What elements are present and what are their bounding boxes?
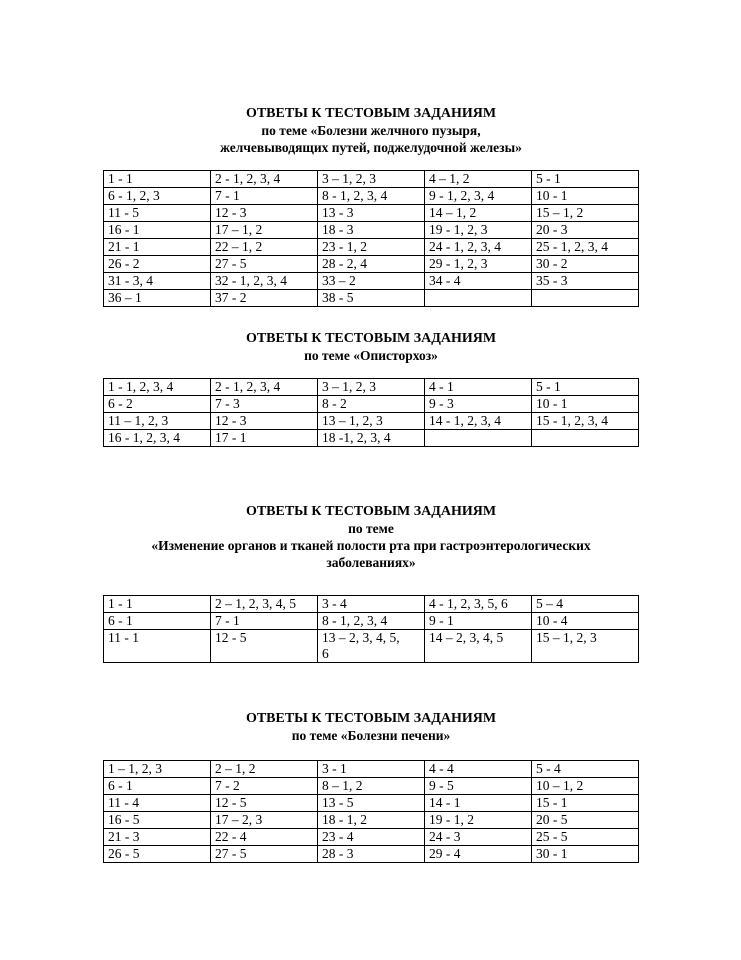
- answer-cell: 34 - 4: [425, 273, 532, 290]
- table-row: [104, 613, 639, 630]
- answer-cell: 25 - 1, 2, 3, 4: [532, 239, 639, 256]
- answer-cell: 5 - 4: [532, 761, 639, 778]
- answer-cell: 6 - 1: [104, 778, 211, 795]
- answer-cell: 6 - 1, 2, 3: [104, 188, 211, 205]
- section-heading: [103, 503, 639, 571]
- table-row: [104, 396, 639, 413]
- answer-cell: 38 - 5: [318, 290, 425, 307]
- section-gallbladder: [103, 105, 639, 307]
- answer-cell: 9 - 3: [425, 396, 532, 413]
- heading-topic-line: желчевыводящих путей, поджелудочной железы»: [220, 140, 522, 155]
- heading-topic-line: по теме «Болезни желчного пузыря,: [261, 123, 481, 138]
- answer-cell: 20 - 3: [532, 222, 639, 239]
- answer-cell: 11 - 5: [104, 205, 211, 222]
- answer-cell: 15 - 1: [532, 795, 639, 812]
- table-row: [104, 222, 639, 239]
- answer-cell: 22 – 1, 2: [211, 239, 318, 256]
- answers-table: [103, 760, 639, 863]
- table-row: [104, 795, 639, 812]
- answer-cell: [425, 430, 532, 447]
- answer-cell: 2 – 1, 2, 3, 4, 5: [211, 596, 318, 613]
- answer-cell: 29 - 1, 2, 3: [425, 256, 532, 273]
- answer-cell: 11 – 1, 2, 3: [104, 413, 211, 430]
- table-row: [104, 256, 639, 273]
- answer-cell: 10 - 4: [532, 613, 639, 630]
- answer-cell: 18 - 1, 2: [318, 812, 425, 829]
- answer-cell: 4 - 4: [425, 761, 532, 778]
- answer-cell: 2 – 1, 2: [211, 761, 318, 778]
- answer-cell: 17 - 1: [211, 430, 318, 447]
- answer-cell: 1 – 1, 2, 3: [104, 761, 211, 778]
- answer-cell: 33 – 2: [318, 273, 425, 290]
- answer-cell: 6 - 1: [104, 613, 211, 630]
- answer-cell: 28 - 3: [318, 846, 425, 863]
- answer-cell: 20 - 5: [532, 812, 639, 829]
- answer-cell: 21 - 1: [104, 239, 211, 256]
- heading-title: ОТВЕТЫ К ТЕСТОВЫМ ЗАДАНИЯМ: [245, 504, 497, 519]
- answer-cell: 10 - 1: [532, 396, 639, 413]
- answer-cell: 5 – 4: [532, 596, 639, 613]
- answer-cell: 2 - 1, 2, 3, 4: [211, 171, 318, 188]
- answer-cell: 4 - 1: [425, 379, 532, 396]
- answer-cell: 9 - 1: [425, 613, 532, 630]
- answer-cell: [425, 290, 532, 307]
- answer-cell: 15 – 1, 2: [532, 205, 639, 222]
- section-opisthorchiasis: [103, 330, 639, 447]
- table-row: [104, 273, 639, 290]
- answer-cell: 7 - 2: [211, 778, 318, 795]
- section-liver: [103, 710, 639, 863]
- heading-title: ОТВЕТЫ К ТЕСТОВЫМ ЗАДАНИЯМ: [245, 106, 497, 121]
- answer-cell: [532, 430, 639, 447]
- answer-cell: 19 - 1, 2: [425, 812, 532, 829]
- table-row: [104, 171, 639, 188]
- heading-topic-line: по теме «Описторхоз»: [304, 348, 438, 363]
- answer-cell: 1 - 1: [104, 596, 211, 613]
- answer-cell: 8 – 1, 2: [318, 778, 425, 795]
- answer-cell: 28 - 2, 4: [318, 256, 425, 273]
- answer-cell: 7 - 1: [211, 613, 318, 630]
- table-row: [104, 188, 639, 205]
- answer-cell: 37 - 2: [211, 290, 318, 307]
- table-row: [104, 413, 639, 430]
- answer-cell: 24 - 3: [425, 829, 532, 846]
- answer-cell: 13 – 2, 3, 4, 5, 6: [318, 630, 425, 663]
- answer-cell: 26 - 5: [104, 846, 211, 863]
- answer-cell: 7 - 1: [211, 188, 318, 205]
- answer-cell: 15 – 1, 2, 3: [532, 630, 639, 663]
- answer-cell: 15 - 1, 2, 3, 4: [532, 413, 639, 430]
- answer-cell: 7 - 3: [211, 396, 318, 413]
- answer-cell: 18 -1, 2, 3, 4: [318, 430, 425, 447]
- table-row: [104, 430, 639, 447]
- answer-cell: 5 - 1: [532, 171, 639, 188]
- answer-cell: 27 - 5: [211, 846, 318, 863]
- answer-cell: 12 - 5: [211, 630, 318, 663]
- answer-cell: 12 - 3: [211, 413, 318, 430]
- answer-cell: 24 - 1, 2, 3, 4: [425, 239, 532, 256]
- answer-cell: 3 – 1, 2, 3: [318, 171, 425, 188]
- answer-cell: 3 – 1, 2, 3: [318, 379, 425, 396]
- table-row: [104, 846, 639, 863]
- answer-cell: 17 – 2, 3: [211, 812, 318, 829]
- answer-cell: 36 – 1: [104, 290, 211, 307]
- table-row: [104, 290, 639, 307]
- section-oral-cavity: [103, 503, 639, 663]
- answer-cell: 14 - 1: [425, 795, 532, 812]
- answer-cell: 10 - 1: [532, 188, 639, 205]
- heading-topic-line: заболеваниях»: [326, 555, 416, 570]
- answer-cell: 10 – 1, 2: [532, 778, 639, 795]
- answer-cell: 16 - 5: [104, 812, 211, 829]
- answer-cell: 25 - 5: [532, 829, 639, 846]
- heading-title: ОТВЕТЫ К ТЕСТОВЫМ ЗАДАНИЯМ: [245, 331, 497, 346]
- table-row: [104, 829, 639, 846]
- answer-cell: 26 - 2: [104, 256, 211, 273]
- table-row: [104, 630, 639, 663]
- answer-cell: 2 - 1, 2, 3, 4: [211, 379, 318, 396]
- answer-cell: 11 - 1: [104, 630, 211, 663]
- answer-cell: 21 - 3: [104, 829, 211, 846]
- answer-cell: 12 - 3: [211, 205, 318, 222]
- answer-cell: 35 - 3: [532, 273, 639, 290]
- answer-cell: 27 - 5: [211, 256, 318, 273]
- answer-cell: 13 - 5: [318, 795, 425, 812]
- answer-cell: 12 - 5: [211, 795, 318, 812]
- answer-cell: 4 - 1, 2, 3, 5, 6: [425, 596, 532, 613]
- table-row: [104, 205, 639, 222]
- answer-cell: 30 - 1: [532, 846, 639, 863]
- answer-cell: [532, 290, 639, 307]
- answer-cell: 13 – 1, 2, 3: [318, 413, 425, 430]
- answer-cell: 8 - 2: [318, 396, 425, 413]
- answer-cell: 17 – 1, 2: [211, 222, 318, 239]
- answer-cell: 13 - 3: [318, 205, 425, 222]
- answer-cell: 14 - 1, 2, 3, 4: [425, 413, 532, 430]
- table-row: [104, 778, 639, 795]
- table-row: [104, 596, 639, 613]
- heading-topic-line: «Изменение органов и тканей полости рта при гастроэнтерологических: [151, 538, 591, 553]
- answer-cell: 9 - 5: [425, 778, 532, 795]
- answer-cell: 22 - 4: [211, 829, 318, 846]
- answer-cell: 11 - 4: [104, 795, 211, 812]
- answer-cell: 30 - 2: [532, 256, 639, 273]
- answer-cell: 14 – 2, 3, 4, 5: [425, 630, 532, 663]
- answer-cell: 4 – 1, 2: [425, 171, 532, 188]
- answer-cell: 8 - 1, 2, 3, 4: [318, 188, 425, 205]
- answer-cell: 9 - 1, 2, 3, 4: [425, 188, 532, 205]
- section-heading: [103, 330, 639, 364]
- answer-cell: 1 - 1: [104, 171, 211, 188]
- answer-cell: 1 - 1, 2, 3, 4: [104, 379, 211, 396]
- answer-cell: 32 - 1, 2, 3, 4: [211, 273, 318, 290]
- answers-table: [103, 595, 639, 663]
- answers-table: [103, 378, 639, 447]
- answer-cell: 23 - 1, 2: [318, 239, 425, 256]
- heading-topic-line: по теме «Болезни печени»: [291, 728, 451, 743]
- section-heading: [103, 105, 639, 156]
- heading-topic-line: по теме: [348, 521, 394, 536]
- table-row: [104, 239, 639, 256]
- answer-cell: 16 - 1: [104, 222, 211, 239]
- table-row: [104, 812, 639, 829]
- answer-cell: 18 - 3: [318, 222, 425, 239]
- answer-cell: 3 - 4: [318, 596, 425, 613]
- answer-cell: 14 – 1, 2: [425, 205, 532, 222]
- answer-cell: 29 - 4: [425, 846, 532, 863]
- answer-cell: 8 - 1, 2, 3, 4: [318, 613, 425, 630]
- section-heading: [103, 710, 639, 744]
- answer-cell: 23 - 4: [318, 829, 425, 846]
- answer-cell: 5 - 1: [532, 379, 639, 396]
- answer-cell: 3 - 1: [318, 761, 425, 778]
- answer-cell: 19 - 1, 2, 3: [425, 222, 532, 239]
- answer-cell: 31 - 3, 4: [104, 273, 211, 290]
- table-row: [104, 379, 639, 396]
- answer-cell: 16 - 1, 2, 3, 4: [104, 430, 211, 447]
- answer-cell: 6 - 2: [104, 396, 211, 413]
- heading-title: ОТВЕТЫ К ТЕСТОВЫМ ЗАДАНИЯМ: [245, 711, 497, 726]
- table-row: [104, 761, 639, 778]
- answers-table: [103, 170, 639, 307]
